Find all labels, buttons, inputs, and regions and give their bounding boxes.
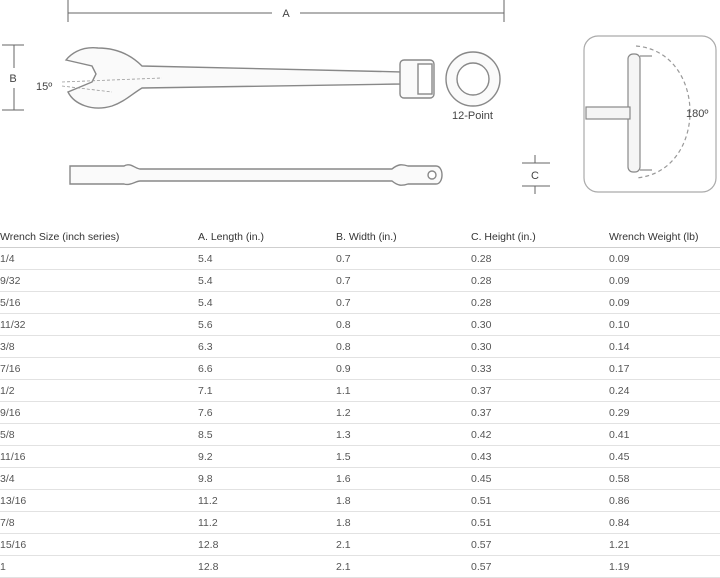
cell-length: 12.8 bbox=[198, 534, 336, 556]
cell-length: 5.4 bbox=[198, 270, 336, 292]
cell-wrench-size: 5/16 bbox=[0, 292, 198, 314]
table-row bbox=[0, 402, 720, 424]
cell-length: 11.2 bbox=[198, 512, 336, 534]
cell-width: 0.7 bbox=[336, 270, 471, 292]
cell-wrench-size: 7/8 bbox=[0, 512, 198, 534]
cell-weight: 0.41 bbox=[609, 424, 720, 446]
wrench-dimension-diagram bbox=[0, 0, 720, 215]
table-row bbox=[0, 248, 720, 270]
cell-length: 5.6 bbox=[198, 314, 336, 336]
cell-weight: 0.29 bbox=[609, 402, 720, 424]
dim-c-label: C bbox=[531, 170, 539, 182]
angle-label: 15º bbox=[36, 81, 53, 93]
cell-height: 0.28 bbox=[471, 248, 609, 270]
wrench-top-view bbox=[66, 48, 500, 108]
table-row bbox=[0, 292, 720, 314]
cell-width: 2.1 bbox=[336, 556, 471, 578]
cell-width: 0.7 bbox=[336, 292, 471, 314]
table-row bbox=[0, 490, 720, 512]
cell-length: 9.8 bbox=[198, 468, 336, 490]
dim-b-label: B bbox=[9, 73, 17, 85]
cell-wrench-size: 11/32 bbox=[0, 314, 198, 336]
cell-height: 0.37 bbox=[471, 402, 609, 424]
cell-height: 0.30 bbox=[471, 336, 609, 358]
cell-wrench-size: 11/16 bbox=[0, 446, 198, 468]
cell-weight: 0.10 bbox=[609, 314, 720, 336]
cell-width: 1.3 bbox=[336, 424, 471, 446]
cell-length: 6.3 bbox=[198, 336, 336, 358]
specification-table bbox=[0, 226, 720, 578]
table-body bbox=[0, 248, 720, 578]
cell-width: 1.6 bbox=[336, 468, 471, 490]
cell-weight: 1.21 bbox=[609, 534, 720, 556]
dim-a-label: A bbox=[282, 8, 290, 20]
cell-width: 1.2 bbox=[336, 402, 471, 424]
cell-height: 0.28 bbox=[471, 270, 609, 292]
header-height: C. Height (in.) bbox=[471, 226, 609, 248]
cell-width: 0.8 bbox=[336, 314, 471, 336]
header-weight: Wrench Weight (lb) bbox=[609, 226, 720, 248]
cell-width: 0.8 bbox=[336, 336, 471, 358]
cell-width: 2.1 bbox=[336, 534, 471, 556]
cell-weight: 1.19 bbox=[609, 556, 720, 578]
cell-height: 0.43 bbox=[471, 446, 609, 468]
table-row bbox=[0, 270, 720, 292]
cell-width: 1.8 bbox=[336, 512, 471, 534]
table-row bbox=[0, 424, 720, 446]
cell-weight: 0.09 bbox=[609, 248, 720, 270]
header-length: A. Length (in.) bbox=[198, 226, 336, 248]
cell-wrench-size: 15/16 bbox=[0, 534, 198, 556]
table-row bbox=[0, 380, 720, 402]
cell-height: 0.57 bbox=[471, 534, 609, 556]
cell-height: 0.57 bbox=[471, 556, 609, 578]
cell-wrench-size: 7/16 bbox=[0, 358, 198, 380]
table-row bbox=[0, 358, 720, 380]
cell-wrench-size: 9/32 bbox=[0, 270, 198, 292]
cell-length: 7.6 bbox=[198, 402, 336, 424]
cell-weight: 0.14 bbox=[609, 336, 720, 358]
cell-width: 1.5 bbox=[336, 446, 471, 468]
cell-height: 0.30 bbox=[471, 314, 609, 336]
table-row bbox=[0, 336, 720, 358]
cell-width: 1.8 bbox=[336, 490, 471, 512]
cell-height: 0.51 bbox=[471, 490, 609, 512]
cell-height: 0.42 bbox=[471, 424, 609, 446]
cell-width: 1.1 bbox=[336, 380, 471, 402]
header-wrench-size: Wrench Size (inch series) bbox=[0, 226, 198, 248]
cell-wrench-size: 5/8 bbox=[0, 424, 198, 446]
cell-width: 0.9 bbox=[336, 358, 471, 380]
header-width: B. Width (in.) bbox=[336, 226, 471, 248]
table-row bbox=[0, 534, 720, 556]
cell-weight: 0.09 bbox=[609, 292, 720, 314]
cell-height: 0.51 bbox=[471, 512, 609, 534]
cell-weight: 0.45 bbox=[609, 446, 720, 468]
cell-length: 6.6 bbox=[198, 358, 336, 380]
cell-wrench-size: 9/16 bbox=[0, 402, 198, 424]
cell-length: 5.4 bbox=[198, 248, 336, 270]
cell-weight: 0.17 bbox=[609, 358, 720, 380]
cell-wrench-size: 3/4 bbox=[0, 468, 198, 490]
cell-weight: 0.24 bbox=[609, 380, 720, 402]
cell-length: 12.8 bbox=[198, 556, 336, 578]
cell-wrench-size: 1 bbox=[0, 556, 198, 578]
cell-weight: 0.86 bbox=[609, 490, 720, 512]
cell-length: 7.1 bbox=[198, 380, 336, 402]
cell-height: 0.37 bbox=[471, 380, 609, 402]
cell-wrench-size: 3/8 bbox=[0, 336, 198, 358]
flex-angle-label: 180º bbox=[686, 108, 709, 120]
cell-length: 8.5 bbox=[198, 424, 336, 446]
cell-wrench-size: 1/4 bbox=[0, 248, 198, 270]
cell-height: 0.28 bbox=[471, 292, 609, 314]
table-row bbox=[0, 314, 720, 336]
cell-height: 0.33 bbox=[471, 358, 609, 380]
table-header-row bbox=[0, 226, 720, 248]
cell-length: 5.4 bbox=[198, 292, 336, 314]
cell-weight: 0.09 bbox=[609, 270, 720, 292]
cell-width: 0.7 bbox=[336, 248, 471, 270]
head-type-label: 12-Point bbox=[452, 110, 493, 122]
cell-wrench-size: 13/16 bbox=[0, 490, 198, 512]
cell-length: 9.2 bbox=[198, 446, 336, 468]
table-row bbox=[0, 446, 720, 468]
cell-height: 0.45 bbox=[471, 468, 609, 490]
table-row bbox=[0, 468, 720, 490]
cell-wrench-size: 1/2 bbox=[0, 380, 198, 402]
cell-weight: 0.84 bbox=[609, 512, 720, 534]
table-row bbox=[0, 512, 720, 534]
cell-length: 11.2 bbox=[198, 490, 336, 512]
cell-weight: 0.58 bbox=[609, 468, 720, 490]
wrench-side-view bbox=[70, 165, 442, 185]
